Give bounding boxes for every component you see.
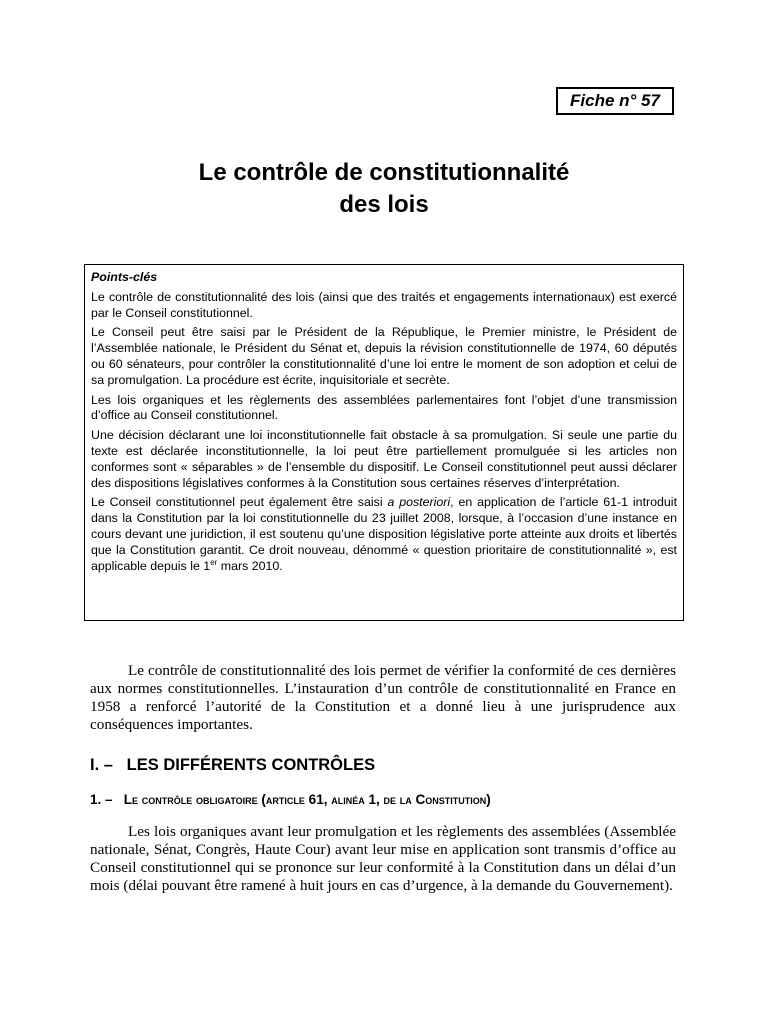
key-point-text: , en application de l’article 61-1 introduit dans la Constitution par la loi constitutionnelle du 23 juillet 2008, lorsque, à l’occasion d’une instance en cours devant une juridiction, il est soutenu qu’une disposition législative porte atteinte aux droits et libertés que la Constitution garantit. Ce droit nouveau, dénommé « question prioritaire de constitutionnalité », est applicable depuis le 1 xyxy=(91,495,678,573)
key-point-paragraph: Les lois organiques et les règlements des assemblées parlementaires font l’objet d’une transmission d’office au Conseil constitutionnel. xyxy=(91,392,677,423)
body-paragraph: Les lois organiques avant leur promulgation et les règlements des assemblées (Assemblée nationale, Sénat, Congrès, Haute Cour) avant leur mise en application sont transmis d’office au Conseil constitutionnel qui se prononce sur leur conformité à la Constitution dans un délai d’un mois (délai pouvant être ramené à huit jours en cas d’urgence, à la demande du Gouvernement). xyxy=(90,823,676,894)
key-point-italic: a posteriori xyxy=(387,495,451,510)
key-point-text: mars 2010. xyxy=(217,558,283,573)
page-title xyxy=(0,157,768,221)
page-title-line-1: Le contrôle de constitutionnalité xyxy=(198,159,570,186)
subsection-heading-1-1: 1. – Le contrôle obligatoire (article 61, alinéa 1, de la Constitution) xyxy=(90,792,491,807)
page-title-line-2: des lois xyxy=(339,191,429,218)
key-points-heading: Points-clés xyxy=(91,270,158,284)
key-point-text: Le Conseil constitutionnel peut également être saisi xyxy=(91,495,388,510)
fiche-number-box: Fiche n° 57 xyxy=(556,87,674,115)
key-point-paragraph: Une décision déclarant une loi inconstitutionnelle fait obstacle à sa promulgation. Si seule une partie du texte est déclarée inconstitutionnelle, la loi peut être partiellement promulguée si les articles non conformes sont « séparables » de l’ensemble du dispositif. Le Conseil constitutionnel peut aussi déclarer des dispositions législatives conformes à la Constitution sous certaines réserves d’interprétation. xyxy=(91,428,677,490)
intro-paragraph: Le contrôle de constitutionnalité des lois permet de vérifier la conformité de ces dernières aux normes constitutionnelles. L’instauration d’un contrôle de constitutionnalité en France en 1958 a renforcé l’autorité de la Constitution et a donné lieu à une jurisprudence aux conséquences importantes. xyxy=(90,662,676,733)
section-heading-1: I. – LES DIFFÉRENTS CONTRÔLES xyxy=(90,756,376,774)
key-point-paragraph: Le contrôle de constitutionnalité des lois (ainsi que des traités et engagements internationaux) est exercé par le Conseil constitutionnel. xyxy=(91,289,677,320)
ordinal-superscript: er xyxy=(210,557,218,567)
key-points-box xyxy=(84,264,684,621)
key-point-paragraph xyxy=(91,495,677,574)
key-point-paragraph: Le Conseil peut être saisi par le Président de la République, le Premier ministre, le Président de l’Assemblée nationale, le Président du Sénat et, depuis la révision constitutionnelle de 1974, 60 députés ou 60 sénateurs, pour contrôler la constitutionnalité d’une loi entre le moment de son adoption et celui de sa promulgation. La procédure est écrite, inquisitoriale et secrète. xyxy=(91,325,677,387)
